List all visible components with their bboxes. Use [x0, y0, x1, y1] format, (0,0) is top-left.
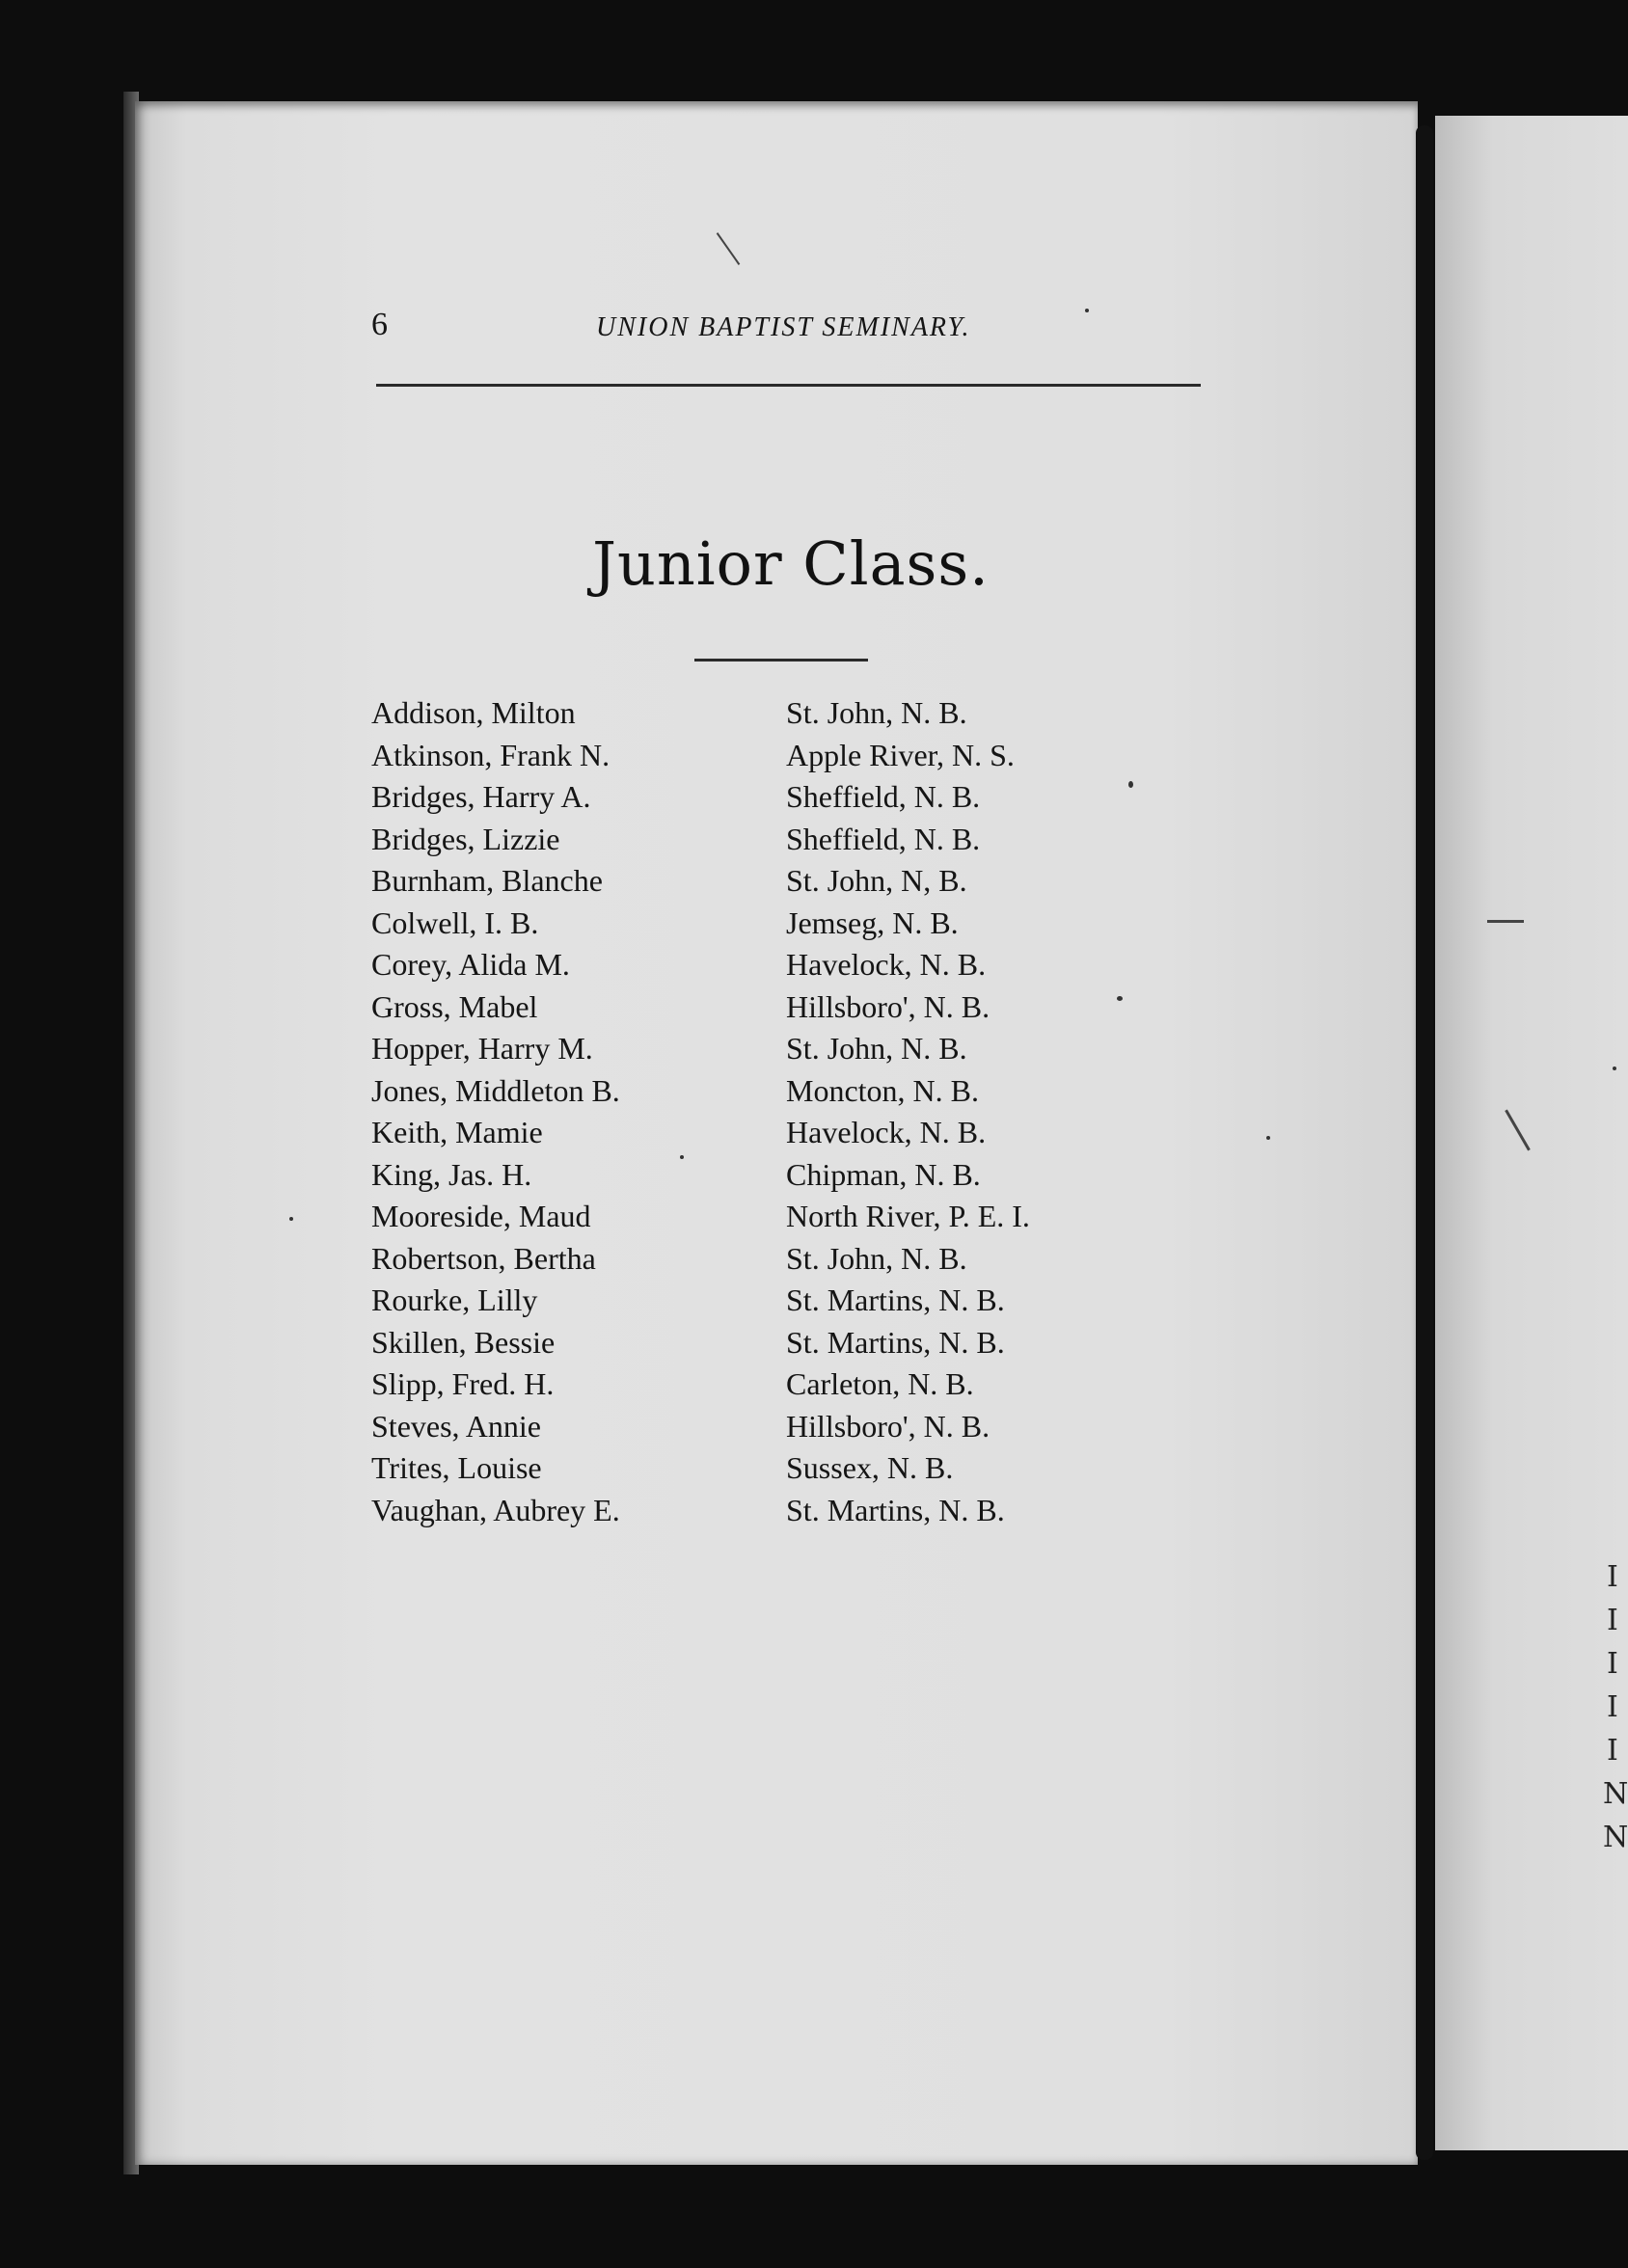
- student-name: Rourke, Lilly: [371, 1282, 538, 1317]
- student-name: Bridges, Lizzie: [371, 821, 560, 856]
- student-hometown: St. John, N. B.: [786, 1240, 967, 1276]
- roster-row: [371, 738, 1104, 780]
- student-hometown: St. John, N. B.: [786, 1031, 967, 1066]
- student-hometown: St. Martins, N. B.: [786, 1492, 1005, 1527]
- student-name: Slipp, Fred. H.: [371, 1366, 555, 1401]
- roster-row: [371, 1366, 1104, 1409]
- scan-speck: [289, 1217, 293, 1221]
- student-hometown: Chipman, N. B.: [786, 1156, 981, 1192]
- scan-speck: [1128, 781, 1133, 788]
- roster-row: [371, 863, 1104, 905]
- facing-page-letter: N: [1603, 1777, 1628, 1811]
- scan-speck: [1613, 1066, 1616, 1070]
- student-hometown: Moncton, N. B.: [786, 1072, 979, 1108]
- facing-page-letter: I: [1607, 1604, 1618, 1637]
- scan-speck: [1085, 309, 1089, 312]
- student-hometown: Carleton, N. B.: [786, 1366, 974, 1401]
- page-header: [371, 307, 1201, 353]
- student-name: Steves, Annie: [371, 1408, 541, 1444]
- roster-row: [371, 1325, 1104, 1367]
- student-hometown: Sheffield, N. B.: [786, 779, 981, 814]
- roster-row: [371, 1199, 1104, 1241]
- roster-row: [371, 1073, 1104, 1116]
- student-hometown: Hillsboro', N. B.: [786, 988, 990, 1024]
- student-hometown: Sheffield, N. B.: [786, 821, 981, 856]
- facing-page-letter: I: [1607, 1647, 1618, 1681]
- roster-row: [371, 695, 1104, 738]
- roster-row: [371, 1115, 1104, 1157]
- student-name: Mooreside, Maud: [371, 1199, 591, 1233]
- student-name: Skillen, Bessie: [371, 1324, 556, 1360]
- student-hometown: St. John, N, B.: [786, 863, 967, 898]
- scan-speck: [1266, 1136, 1270, 1140]
- book-spine: [1416, 125, 1433, 2160]
- student-hometown: Hillsboro', N. B.: [786, 1408, 990, 1444]
- student-name: King, Jas. H.: [371, 1156, 532, 1192]
- scan-speck: [680, 1155, 684, 1159]
- student-name: Hopper, Harry M.: [371, 1031, 593, 1066]
- roster-row: [371, 947, 1104, 989]
- student-name: Gross, Mabel: [371, 988, 538, 1024]
- roster-row: [371, 1282, 1104, 1325]
- facing-page: [1435, 116, 1628, 2150]
- roster-row: [371, 1450, 1104, 1493]
- class-roster: [371, 695, 1104, 1534]
- roster-row: [371, 1157, 1104, 1200]
- title-rule: [694, 659, 868, 662]
- student-hometown: St. Martins, N. B.: [786, 1324, 1005, 1360]
- student-name: Robertson, Bertha: [371, 1240, 596, 1276]
- student-name: Addison, Milton: [371, 695, 576, 730]
- student-hometown: St. John, N. B.: [786, 695, 967, 730]
- section-title: Junior Class.: [592, 528, 990, 599]
- roster-row: [371, 1409, 1104, 1451]
- student-name: Atkinson, Frank N.: [371, 737, 610, 772]
- roster-row: [371, 1241, 1104, 1283]
- student-hometown: Havelock, N. B.: [786, 947, 987, 982]
- roster-row: [371, 1031, 1104, 1073]
- student-name: Colwell, I. B.: [371, 904, 539, 940]
- student-name: Keith, Mamie: [371, 1115, 543, 1149]
- student-name: Vaughan, Aubrey E.: [371, 1492, 620, 1527]
- roster-row: [371, 1493, 1104, 1535]
- student-name: Bridges, Harry A.: [371, 779, 591, 814]
- roster-row: [371, 905, 1104, 948]
- running-head: UNION BAPTIST SEMINARY.: [596, 312, 971, 342]
- facing-page-letter: N: [1603, 1821, 1628, 1854]
- facing-page-letter: I: [1607, 1734, 1618, 1768]
- student-name: Trites, Louise: [371, 1450, 542, 1485]
- student-hometown: North River, P. E. I.: [786, 1199, 1030, 1233]
- student-hometown: Havelock, N. B.: [786, 1115, 987, 1149]
- header-rule: [376, 384, 1201, 387]
- scan-speck: [1117, 996, 1123, 1001]
- student-hometown: Apple River, N. S.: [786, 737, 1015, 772]
- student-hometown: Sussex, N. B.: [786, 1450, 954, 1485]
- roster-row: [371, 779, 1104, 822]
- student-name: Corey, Alida M.: [371, 947, 570, 982]
- facing-page-letter: I: [1607, 1560, 1618, 1594]
- roster-row: [371, 822, 1104, 864]
- facing-page-letter: I: [1607, 1690, 1618, 1724]
- page-number: 6: [371, 307, 388, 342]
- scan-scratch: [1487, 920, 1524, 923]
- student-hometown: St. Martins, N. B.: [786, 1282, 1005, 1317]
- student-name: Burnham, Blanche: [371, 863, 603, 898]
- student-hometown: Jemseg, N. B.: [786, 904, 959, 940]
- student-name: Jones, Middleton B.: [371, 1072, 620, 1108]
- roster-row: [371, 989, 1104, 1032]
